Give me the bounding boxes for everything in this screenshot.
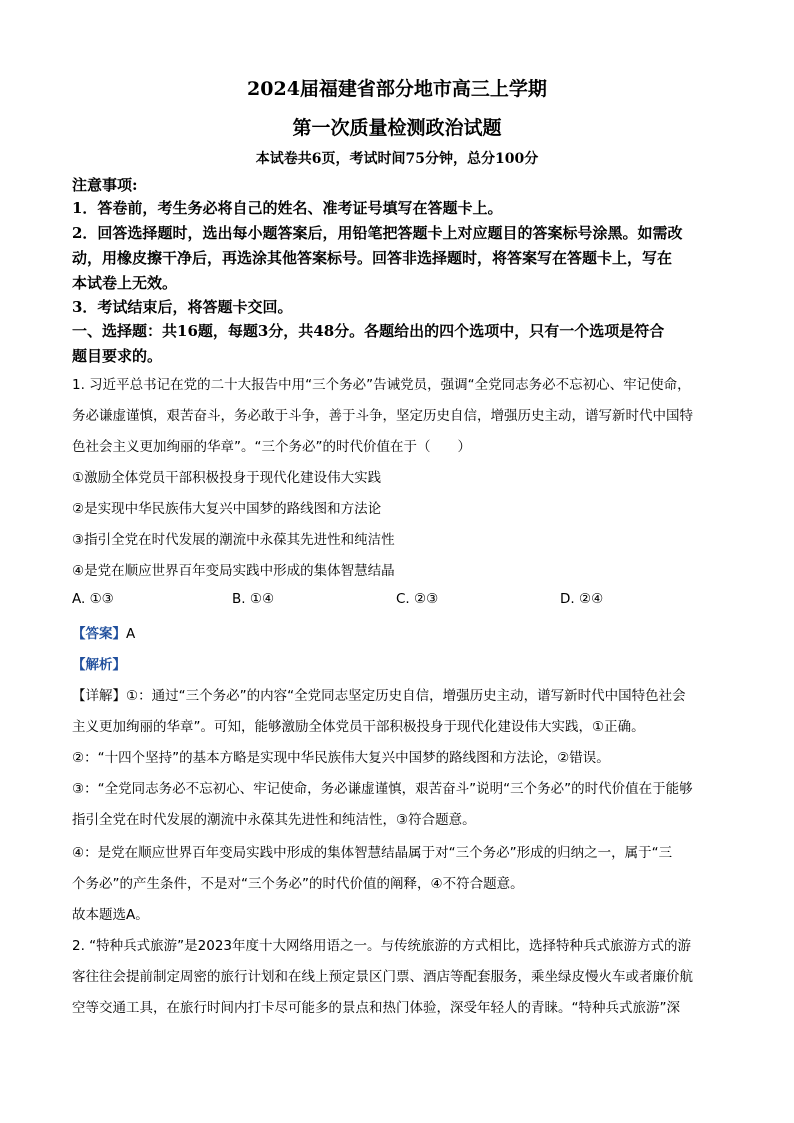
exam-subtitle: 本试卷共6页，考试时间75分钟，总分100分 [255, 151, 539, 167]
q1-detail-line5: 指引全党在时代发展的潮流中永葆其先进性和纯洁性，③符合题意。 [72, 812, 476, 828]
detail-label: 【详解】 [72, 688, 126, 704]
q2-stem-line2: 客往往会提前制定周密的旅行计划和在线上预定景区门票、酒店等配套服务，乘坐绿皮慢火车或者廉价航 [72, 969, 693, 985]
q1-item-2: ②是实现中华民族伟大复兴中国梦的路线图和方法论 [72, 501, 382, 517]
q1-option-b: B. ①④ [232, 591, 275, 607]
q1-detail-line4: ③：“全党同志务必不忘初心、牢记使命，务必谦虚谨慎，艰苦奋斗”说明“三个务必”的时代价值在于能够 [72, 781, 693, 797]
q1-detail-line1 [72, 684, 686, 704]
answer-label: 【答案】 [72, 626, 126, 642]
analysis-label: 【解析】 [72, 657, 126, 673]
note-2-line3: 本试卷上无效。 [72, 274, 178, 292]
notes-heading: 注意事项: [72, 176, 138, 194]
answer-value: A [126, 626, 136, 642]
exam-title-line2: 第一次质量检测政治试题 [292, 117, 502, 139]
section-heading-line2: 题目要求的。 [72, 347, 163, 365]
note-2-line2: 动，用橡皮擦干净后，再选涂其他答案标号。回答非选择题时，将答案写在答题卡上，写在 [72, 249, 673, 267]
section-heading-line1: 一、选择题：共16题，每题3分，共48分。各题给出的四个选项中，只有一个选项是符合 [72, 322, 665, 340]
q1-analysis [72, 653, 126, 673]
exam-title-line1: 2024届福建省部分地市高三上学期 [247, 78, 547, 100]
q1-detail-line3: ②：“十四个坚持”的基本方略是实现中华民族伟大复兴中国梦的路线图和方法论，②错误。 [72, 750, 610, 766]
q1-detail-line2: 主义更加绚丽的华章”。可知，能够激励全体党员干部积极投身于现代化建设伟大实践，①正确。 [72, 719, 645, 735]
note-2-line1: 2．回答选择题时，选出每小题答案后，用铅笔把答题卡上对应题目的答案标号涂黑。如需改 [72, 224, 683, 242]
q1-option-d: D. ②④ [560, 591, 604, 607]
q1-option-a: A. ①③ [72, 591, 114, 607]
q1-conclusion: 故本题选A。 [72, 907, 149, 923]
q2-stem-line1: 2. “特种兵式旅游”是2023年度十大网络用语之一。与传统旅游的方式相比，选择特种兵式旅游方式的游 [72, 938, 692, 954]
q1-stem-line2: 务必谦虚谨慎，艰苦奋斗，务必敢于斗争，善于斗争，坚定历史自信，增强历史主动，谱写新时代中国特 [72, 408, 693, 424]
detail-text-1a: ①：通过“三个务必”的内容“全党同志坚定历史自信，增强历史主动，谱写新时代中国特色社会 [126, 688, 686, 704]
q1-detail-line6: ④：是党在顺应世界百年变局实践中形成的集体智慧结晶属于对“三个务必”形成的归纳之一，属于“三 [72, 845, 673, 861]
note-1: 1．答卷前，考生务必将自己的姓名、准考证号填写在答题卡上。 [72, 199, 503, 217]
q1-detail-line7: 个务必”的产生条件，不是对“三个务必”的时代价值的阐释，④不符合题意。 [72, 876, 524, 892]
q1-item-4: ④是党在顺应世界百年变局实践中形成的集体智慧结晶 [72, 563, 395, 579]
q1-item-3: ③指引全党在时代发展的潮流中永葆其先进性和纯洁性 [72, 532, 395, 548]
q1-option-c: C. ②③ [396, 591, 439, 607]
q1-stem-line1: 1. 习近平总书记在党的二十大报告中用“三个务必”告诫党员，强调“全党同志务必不忘初心、牢记使命， [72, 377, 691, 393]
q1-item-1: ①激励全体党员干部积极投身于现代化建设伟大实践 [72, 470, 382, 486]
note-3: 3．考试结束后，将答题卡交回。 [72, 298, 293, 316]
q2-stem-line3: 空等交通工具，在旅行时间内打卡尽可能多的景点和热门体验，深受年轻人的青睐。“特种兵式旅游”深 [72, 1000, 680, 1016]
q1-answer [72, 622, 135, 642]
q1-stem-line3: 色社会主义更加绚丽的华章”。“三个务必”的时代价值在于（ ） [72, 439, 471, 455]
